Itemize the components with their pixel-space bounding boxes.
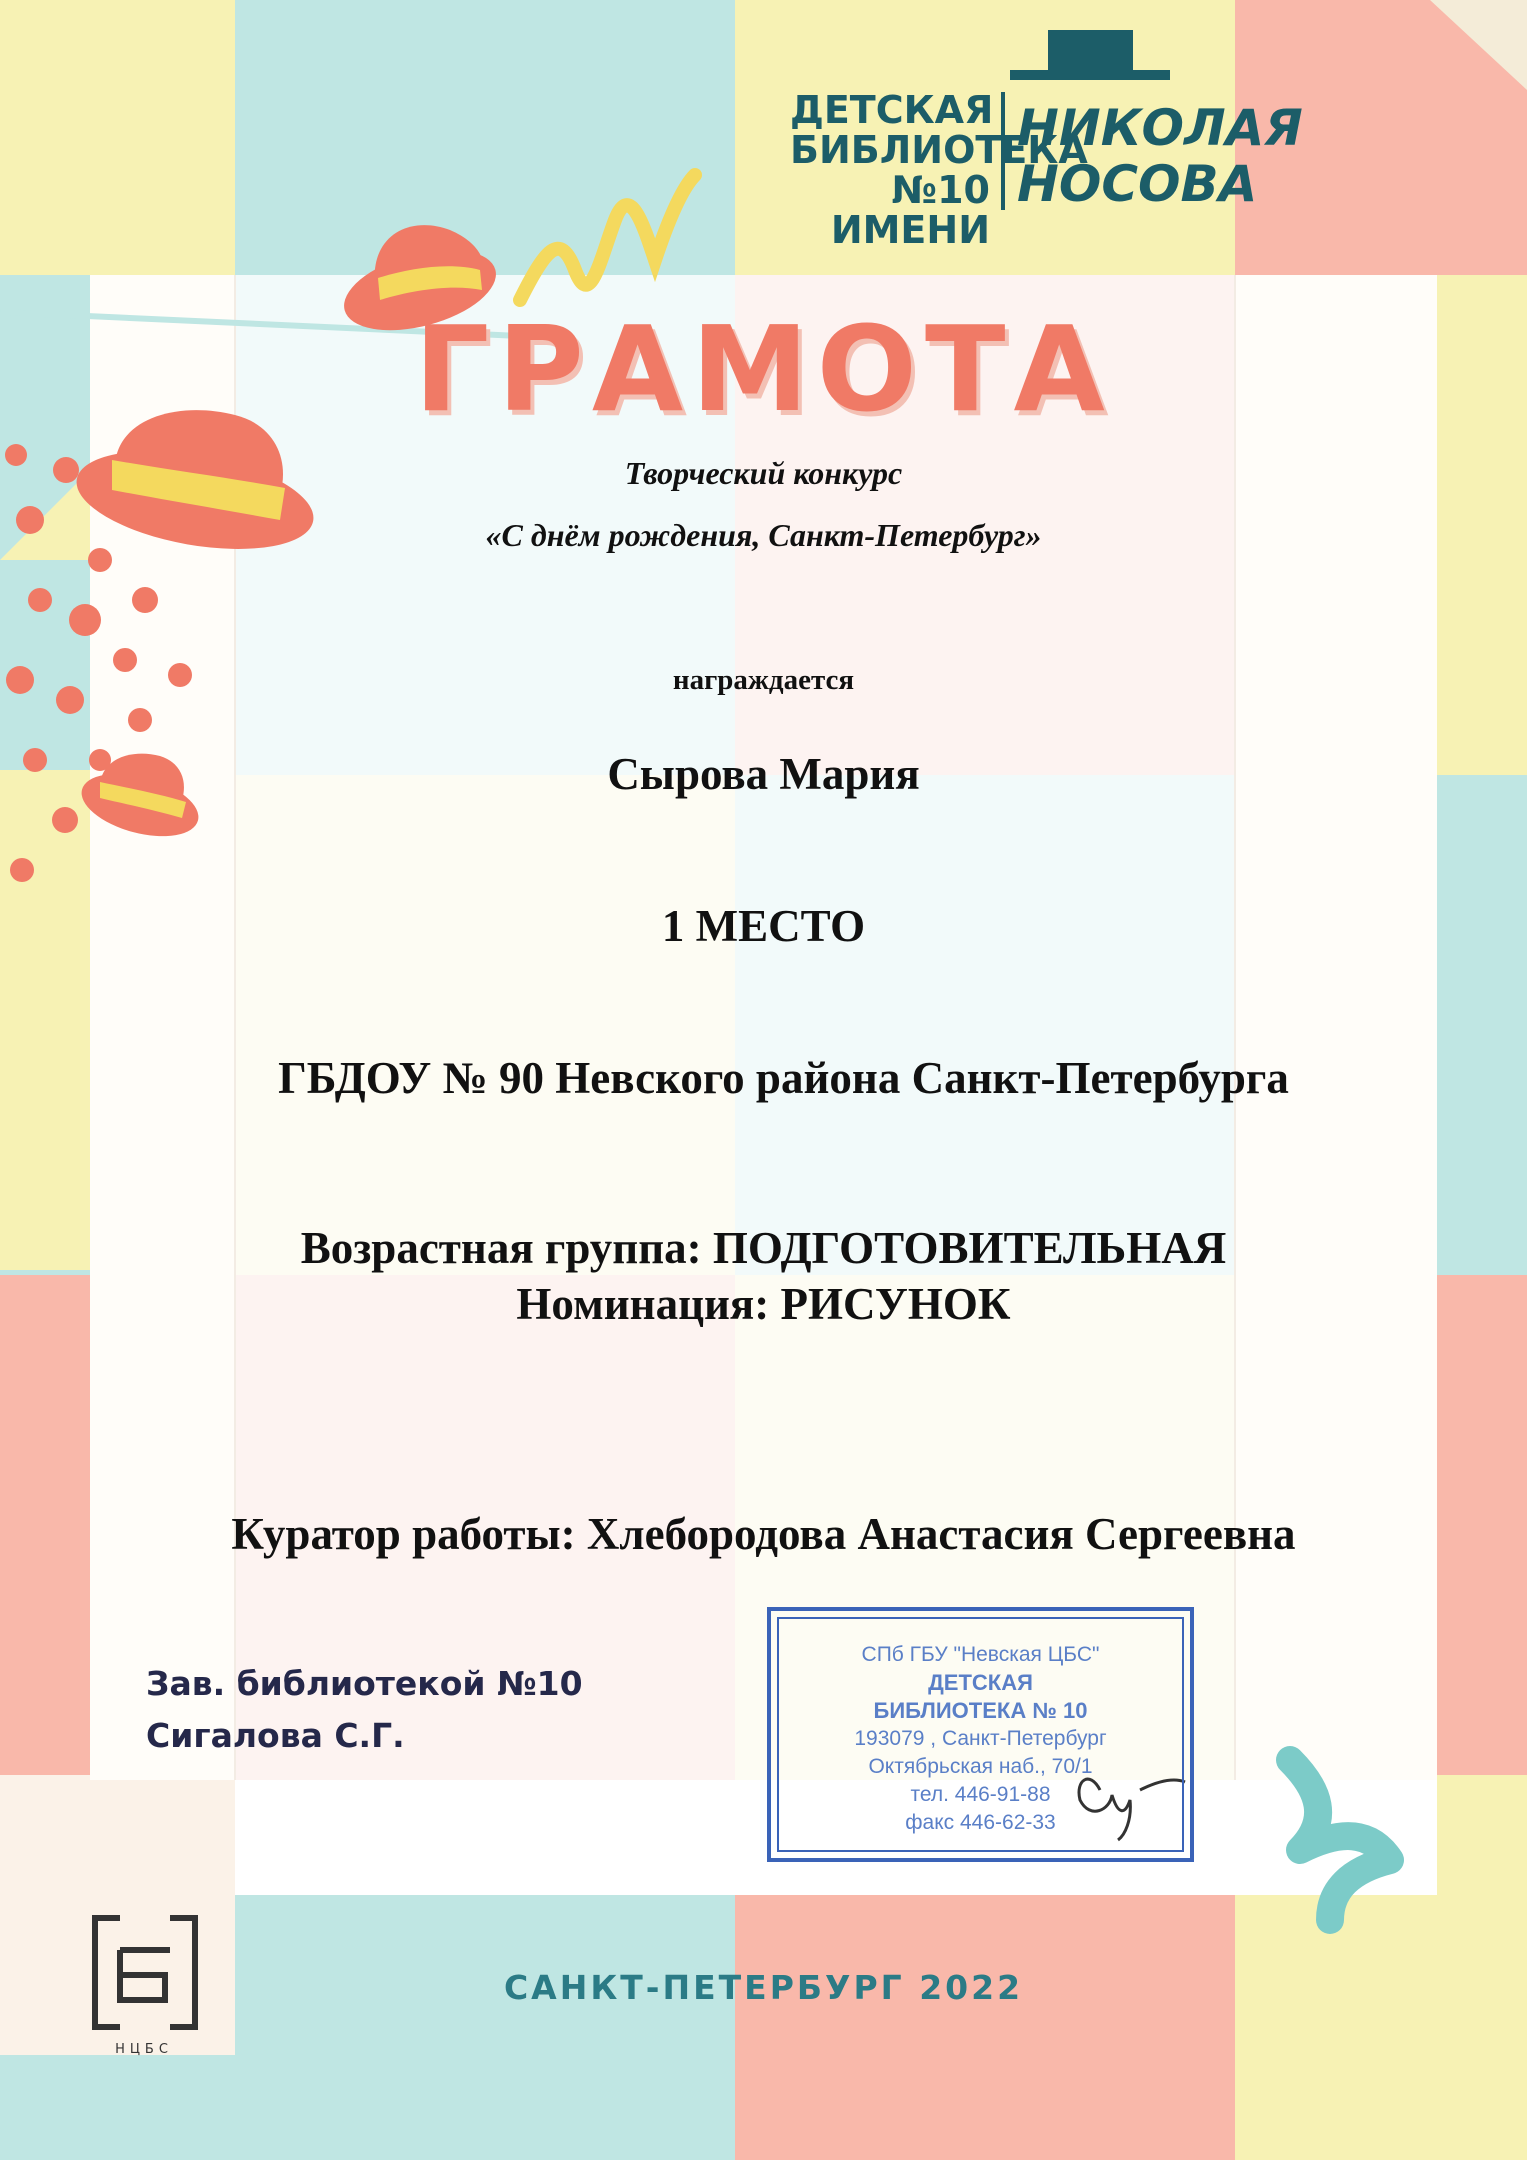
stamp-line: ДЕТСКАЯ [928, 1670, 1033, 1695]
stamp-line: БИБЛИОТЕКА № 10 [873, 1698, 1088, 1723]
contest-name-line1: Творческий конкурс [624, 455, 903, 491]
stamp-line: 193079 , Санкт-Петербург [854, 1727, 1107, 1750]
footer-city-year: САНКТ-ПЕТЕРБУРГ 2022 [503, 1968, 1024, 2007]
winner-name: Сырова Мария [607, 749, 920, 799]
place-label: 1 МЕСТО [661, 901, 866, 951]
stamp-line: Октябрьская наб., 70/1 [868, 1755, 1093, 1778]
age-group: Возрастная группа: ПОДГОТОВИТЕЛЬНАЯ [300, 1223, 1227, 1273]
institution-name: ГБДОУ № 90 Невского района Санкт-Петербурга [278, 1053, 1289, 1103]
awarded-label: награждается [672, 664, 855, 696]
logo-name-line: НОСОВА [1017, 155, 1258, 213]
official-stamp [767, 1607, 1194, 1862]
stamp-line: факс 446-62-33 [905, 1811, 1056, 1834]
library-logo-name [1017, 100, 1303, 212]
logo-line: БИБЛИОТЕКА [790, 128, 1088, 172]
signer-name: Сигалова С.Г. [146, 1716, 405, 1755]
stamp-line: СПб ГБУ "Невская ЦБС" [861, 1643, 1100, 1666]
nomination: Номинация: РИСУНОК [516, 1279, 1011, 1329]
logo-line: ДЕТСКАЯ [790, 88, 994, 132]
logo-name-line: НИКОЛАЯ [1017, 99, 1303, 157]
stamp-line: тел. 446-91-88 [910, 1783, 1051, 1806]
logo-line: №10 ИМЕНИ [830, 168, 990, 252]
curator-name: Куратор работы: Хлебородова Анастасия Сергеевна [231, 1509, 1296, 1559]
contest-name-line2: «С днём рождения, Санкт-Петербург» [485, 517, 1042, 553]
ncbs-logo-label: НЦБС [115, 2042, 173, 2057]
library-logo [790, 88, 1088, 252]
certificate-title: ГРАМОТА [414, 300, 1113, 438]
signer-position: Зав. библиотекой №10 [146, 1664, 583, 1703]
